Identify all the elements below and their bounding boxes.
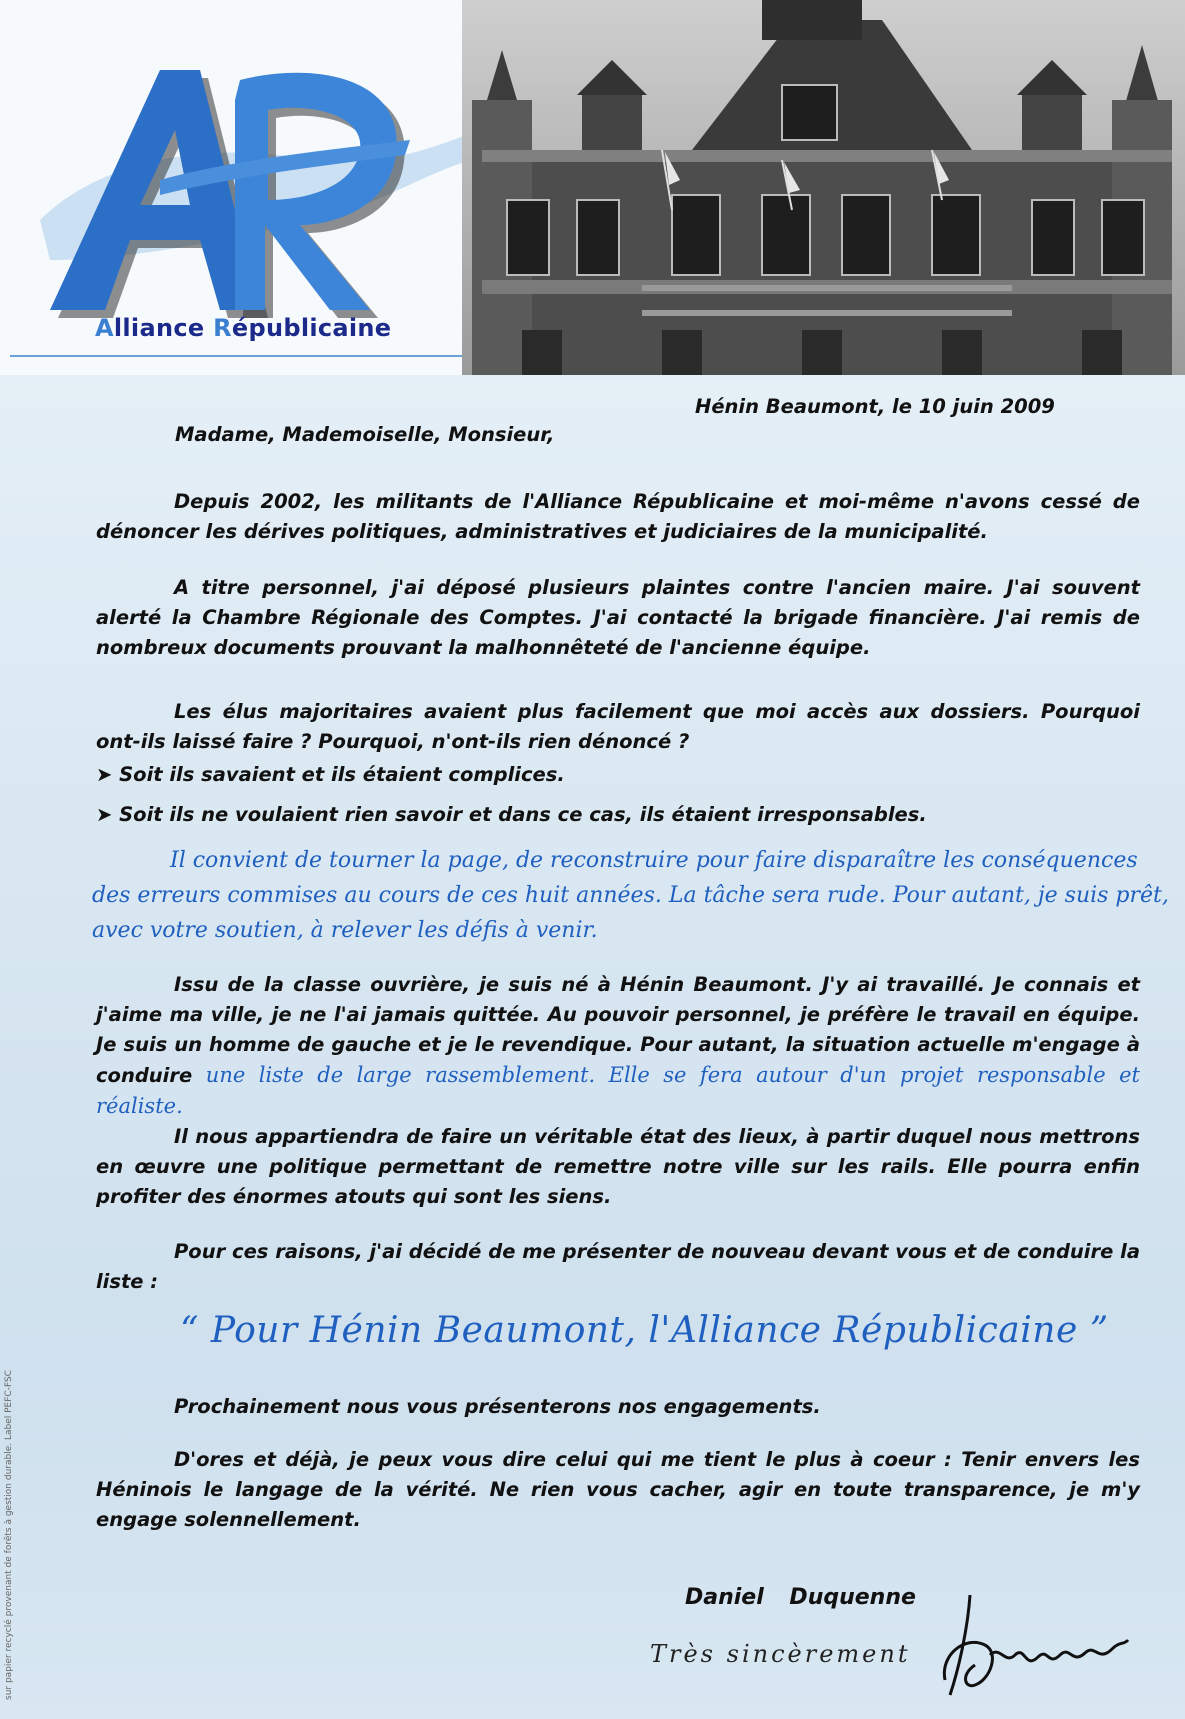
header-rule bbox=[10, 355, 470, 357]
campaign-slogan: “ Pour Hénin Beaumont, l'Alliance Républicaine ” bbox=[180, 1310, 1109, 1351]
salutation: Madame, Mademoiselle, Monsieur, bbox=[175, 423, 555, 446]
paragraph-3-text: Les élus majoritaires avaient plus facilement que moi accès aux dossiers. Pourquoi ont-ils laissé faire ? Pourquoi, n'ont-ils rien dénoncé ? bbox=[96, 700, 1140, 753]
bullet-item-2-text: Soit ils ne voulaient rien savoir et dans ce cas, ils étaient irresponsables. bbox=[119, 803, 927, 826]
paragraph-2-text: A titre personnel, j'ai déposé plusieurs plaintes contre l'ancien maire. J'ai souvent alerté la Chambre Régionale des Comptes. J'ai contacté la brigade financière. J'ai remis de nombreux documents prouvant la malhonnêteté de l'ancienne équipe. bbox=[96, 576, 1140, 659]
paragraph-8-text: D'ores et déjà, je peux vous dire celui qui me tient le plus à coeur : Tenir envers les Héninois le langage de la vérité. Ne rien vous cacher, agir en toute transparence, je m'y engage solennellement. bbox=[96, 1448, 1140, 1531]
paragraph-4-text: Issu de la classe ouvrière, je suis né à Hénin Beaumont. J'y ai travaillé. Je connais et j'aime ma ville, je ne l'ai jamais quittée. Au pouvoir personnel, je préfère le travail en équipe. Je suis un homme de gauche et je le revendique. Pour autant, la situation actuelle m'engage à conduire bbox=[96, 973, 1140, 1087]
letterhead bbox=[0, 0, 1185, 375]
logo-caption-part1: lliance bbox=[113, 314, 214, 342]
paragraph-4-handwritten: une liste de large rassemblement. Elle se fera autour d'un projet responsable et réaliste. bbox=[96, 1063, 1140, 1118]
paragraph-2 bbox=[96, 573, 1140, 663]
alliance-republicaine-logo bbox=[10, 10, 490, 360]
bullet-item-2 bbox=[96, 800, 927, 830]
bullet-item-1 bbox=[96, 760, 565, 790]
paragraph-5-text: Il nous appartiendra de faire un véritable état des lieux, à partir duquel nous mettrons en œuvre une politique permettant de remettre notre ville sur les rails. Elle pourra enfin profiter des énormes atouts qui sont les siens. bbox=[96, 1125, 1140, 1208]
handwritten-signature bbox=[930, 1585, 1130, 1705]
paragraph-5 bbox=[96, 1122, 1140, 1212]
paragraph-3 bbox=[96, 697, 1140, 757]
paragraph-7 bbox=[96, 1392, 1140, 1422]
arrow-bullet-icon: ➤ bbox=[96, 803, 113, 826]
paragraph-1 bbox=[96, 487, 1140, 547]
paragraph-6 bbox=[96, 1237, 1140, 1297]
paragraph-7-text: Prochainement nous vous présenterons nos engagements. bbox=[174, 1395, 821, 1418]
logo-caption-initial-a: A bbox=[95, 314, 114, 342]
bullet-item-1-text: Soit ils savaient et ils étaient complices. bbox=[119, 763, 565, 786]
handwritten-line-3: avec votre soutien, à relever les défis à venir. bbox=[92, 918, 598, 943]
paragraph-8 bbox=[96, 1445, 1140, 1535]
logo-caption-initial-r: R bbox=[213, 314, 232, 342]
town-hall-photo bbox=[462, 0, 1185, 375]
signatory-name: Daniel Duquenne bbox=[685, 1585, 916, 1610]
paragraph-4 bbox=[96, 970, 1140, 1122]
logo-caption-part2: épublicaine bbox=[231, 314, 392, 342]
paragraph-6-text: Pour ces raisons, j'ai décidé de me présenter de nouveau devant vous et de conduire la liste : bbox=[96, 1240, 1140, 1293]
handwritten-line-2: des erreurs commises au cours de ces huit années. La tâche sera rude. Pour autant, je suis prêt, bbox=[92, 883, 1169, 908]
logo-caption bbox=[95, 314, 391, 342]
letter-date: Hénin Beaumont, le 10 juin 2009 bbox=[695, 395, 1055, 418]
paragraph-1-text: Depuis 2002, les militants de l'Alliance Républicaine et moi-même n'avons cessé de dénoncer les dérives politiques, administratives et judiciaires de la municipalité. bbox=[96, 490, 1140, 543]
paper-side-note: sur papier recyclé provenant de forêts à gestion durable. Label PEFC-FSC bbox=[4, 1370, 14, 1700]
closing-phrase: Très sincèrement bbox=[650, 1640, 911, 1668]
handwritten-line-1: Il convient de tourner la page, de reconstruire pour faire disparaître les conséquences bbox=[170, 848, 1138, 873]
arrow-bullet-icon: ➤ bbox=[96, 763, 113, 786]
